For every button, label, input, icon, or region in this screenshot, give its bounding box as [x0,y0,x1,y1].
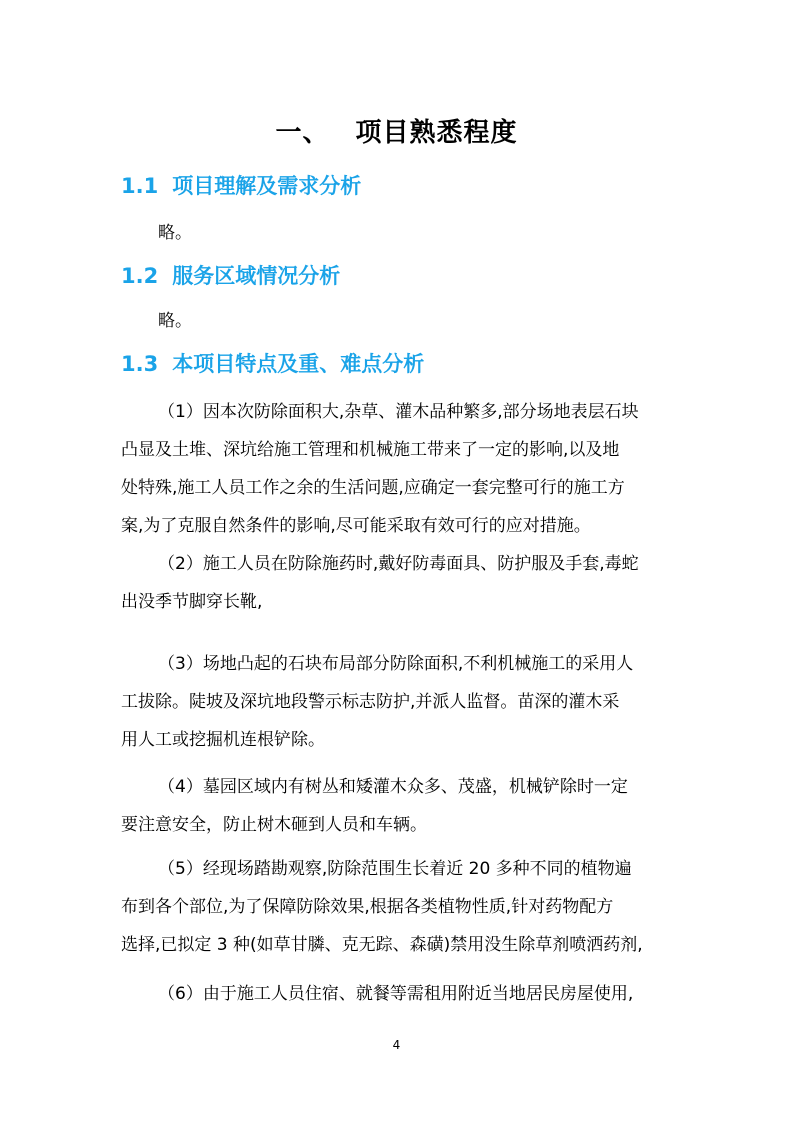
text-line: 案,为了克服自然条件的影响,尽可能采取有效可行的应对措施。 [121,516,591,536]
text-line: 用人工或挖掘机连根铲除。 [121,730,325,750]
section-1-2-body: 略。 [158,311,192,331]
chapter-title: 项目熟悉程度 [355,118,518,148]
text-line: （3）场地凸起的石块布局部分防除面积,不利机械施工的采用人 [158,654,634,674]
section-title: 项目理解及需求分析 [172,174,362,198]
text-line: 选择,已拟定 3 种(如草甘膦、克无踪、森磺)禁用没生除草剂喷洒药剂, [121,935,643,955]
paragraph-2 [121,545,681,621]
text-line: （1）因本次防除面积大,杂草、灌木品种繁多,部分场地表层石块 [158,402,639,422]
text-line: （4）墓园区域内有树丛和矮灌木众多、茂盛，机械铲除时一定 [158,777,628,797]
page-number: 4 [392,1038,401,1052]
section-number: 1.1 [121,174,159,198]
text-line: 要注意安全，防止树木砸到人员和车辆。 [121,815,427,835]
section-number: 1.2 [121,264,159,288]
section-1-1-body: 略。 [158,223,192,243]
paragraph-1 [121,393,681,545]
section-title: 服务区域情况分析 [172,264,341,288]
text-line: 处特殊,施工人员工作之余的生活问题,应确定一套完整可行的施工方 [121,478,625,498]
section-title: 本项目特点及重、难点分析 [172,352,425,376]
paragraph-4 [121,768,681,844]
text-line: 工拔除。陡坡及深坑地段警示标志防护,并派人监督。苗深的灌木采 [121,692,620,712]
text-line: 出没季节脚穿长靴, [121,592,263,612]
text-line: （6）由于施工人员住宿、就餐等需租用附近当地居民房屋使用, [158,984,634,1004]
section-heading-1-3 [121,348,424,378]
text-line: 凸显及土堆、深坑给施工管理和机械施工带来了一定的影响,以及地 [121,440,620,460]
section-number: 1.3 [121,352,159,376]
chapter-number: 一、 [275,118,330,148]
chapter-heading [0,112,793,149]
paragraph-6 [121,975,681,1013]
text-line: 布到各个部位,为了保障防除效果,根据各类植物性质,针对药物配方 [121,897,614,917]
section-heading-1-1 [121,170,361,200]
text-line: （2）施工人员在防除施药时,戴好防毒面具、防护服及手套,毒蛇 [158,554,639,574]
paragraph-3 [121,645,681,759]
text-line: （5）经现场踏勘观察,防除范围生长着近 20 多种不同的植物遍 [158,859,632,879]
paragraph-5 [121,850,681,964]
section-heading-1-2 [121,260,340,290]
